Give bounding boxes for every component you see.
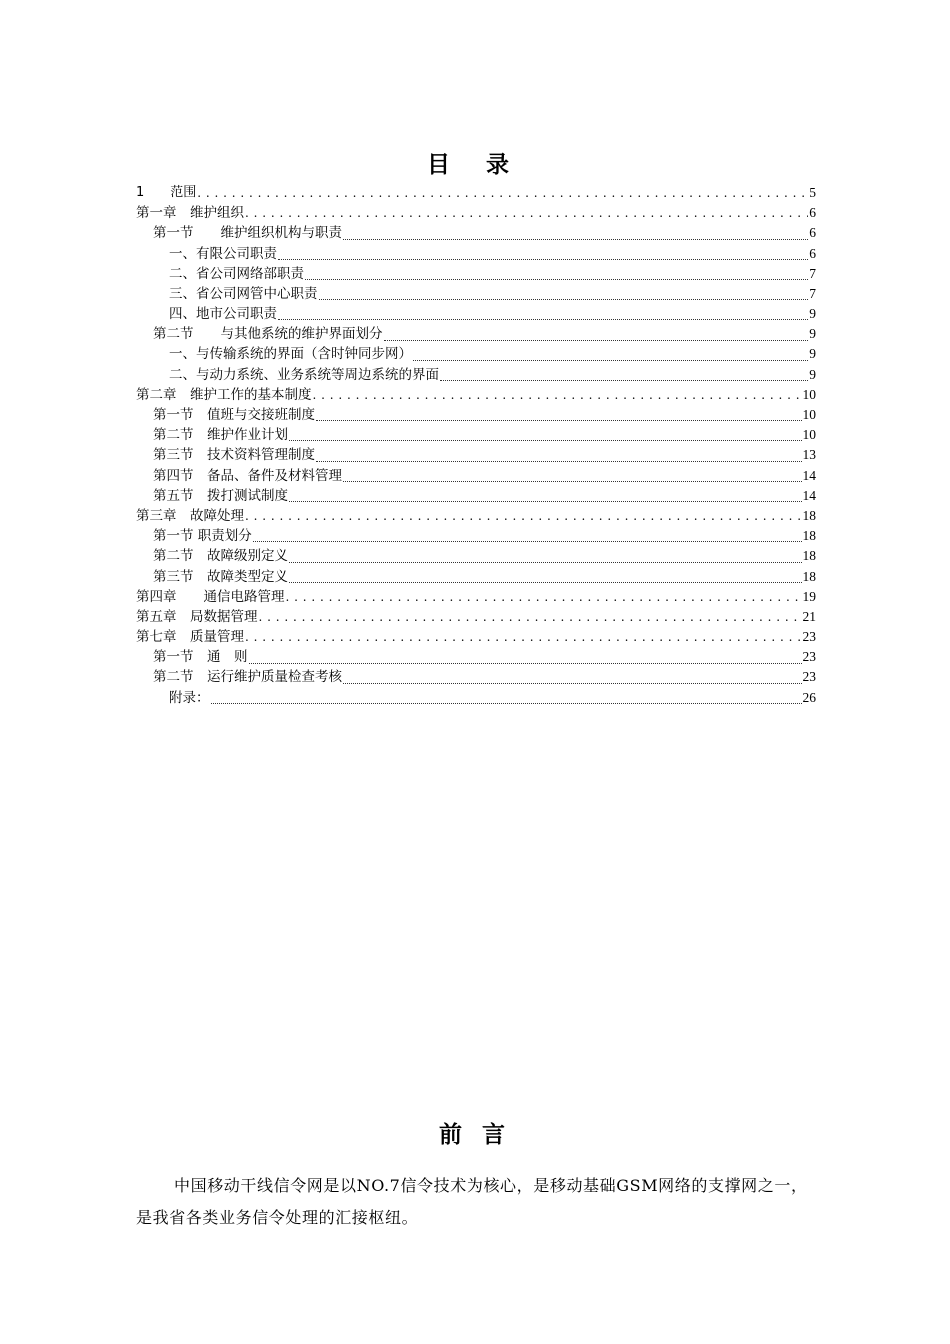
toc-entry-label: 二、省公司网络部职责 (169, 265, 304, 282)
toc-dot-leader (289, 426, 802, 441)
toc-entry[interactable] (136, 324, 816, 344)
toc-entry-page: 19 (802, 588, 816, 604)
toc-entry-page: 9 (809, 366, 816, 382)
toc-dot-leader (343, 225, 808, 240)
toc-dot-leader (245, 627, 802, 647)
toc-entry-label: 第二章 维护工作的基本制度 (136, 386, 312, 403)
toc-entry[interactable] (136, 506, 816, 526)
toc-entry-label: 四、地市公司职责 (169, 306, 277, 323)
toc-dot-leader (384, 326, 809, 341)
toc-entry-label: 第三章 故障处理 (136, 507, 244, 524)
toc-dot-leader (245, 506, 802, 526)
toc-entry[interactable] (136, 587, 816, 607)
toc-entry-label: 一、与传输系统的界面（含时钟同步网） (169, 346, 412, 363)
toc-entry-label: 第四节 备品、备件及材料管理 (153, 467, 342, 484)
toc-entry[interactable] (136, 627, 816, 647)
toc-entry-page: 9 (809, 346, 816, 362)
toc-title: 目 录 (426, 151, 523, 178)
toc-entry-label: 第四章 通信电路管理 (136, 588, 285, 605)
toc-entry-page: 23 (802, 629, 816, 645)
toc-entry-page: 18 (802, 507, 816, 523)
preface-title: 前 言 (438, 1121, 511, 1148)
table-of-contents (136, 183, 816, 708)
toc-entry-label: 第三节 故障类型定义 (153, 568, 288, 585)
toc-entry-page: 14 (802, 487, 816, 503)
toc-entry-page: 18 (802, 568, 816, 584)
toc-entry-label: 1 范围 (136, 184, 197, 200)
toc-entry-page: 26 (802, 689, 816, 705)
toc-entry[interactable] (136, 668, 816, 688)
toc-entry-page: 23 (802, 649, 816, 665)
toc-dot-leader (211, 689, 802, 704)
toc-dot-leader (319, 285, 809, 300)
toc-dot-leader (278, 245, 808, 260)
toc-dot-leader (278, 305, 808, 320)
toc-entry-page: 5 (809, 184, 816, 200)
toc-entry-page: 9 (809, 306, 816, 322)
toc-entry[interactable] (136, 284, 816, 304)
toc-entry-page: 10 (802, 407, 816, 423)
toc-entry-page: 18 (802, 528, 816, 544)
toc-entry[interactable] (136, 223, 816, 243)
toc-entry[interactable] (136, 466, 816, 486)
toc-entry-page: 6 (809, 225, 816, 241)
toc-dot-leader (313, 385, 802, 405)
toc-entry[interactable] (136, 304, 816, 324)
toc-entry[interactable] (136, 546, 816, 566)
toc-entry-label: 第二节 维护作业计划 (153, 427, 288, 444)
toc-entry[interactable] (136, 526, 816, 546)
toc-entry[interactable] (136, 385, 816, 405)
toc-dot-leader (440, 366, 808, 381)
toc-entry[interactable] (136, 567, 816, 587)
toc-entry-label: 第一节 职责划分 (153, 528, 252, 545)
toc-dot-leader (305, 265, 808, 280)
preface-paragraph: 中国移动干线信令网是以NO.7信令技术为核心，是移动基础GSM网络的支撑网之一，是我省各类业务信令处理的汇接枢纽。 (136, 1176, 808, 1227)
toc-dot-leader (289, 548, 802, 563)
toc-entry-label: 第一节 通 则 (153, 649, 248, 666)
toc-entry-label: 第一章 维护组织 (136, 205, 244, 222)
toc-dot-leader (343, 669, 802, 684)
toc-entry[interactable] (136, 244, 816, 264)
toc-dot-leader (197, 183, 808, 203)
toc-dot-leader (343, 467, 802, 482)
toc-entry-page: 10 (802, 386, 816, 402)
toc-entry-label: 一、有限公司职责 (169, 245, 277, 262)
toc-entry[interactable] (136, 264, 816, 284)
toc-dot-leader (289, 568, 802, 583)
toc-entry-page: 10 (802, 427, 816, 443)
toc-entry[interactable] (136, 607, 816, 627)
toc-entry-page: 9 (809, 326, 816, 342)
toc-dot-leader (249, 649, 802, 664)
toc-entry-label: 第三节 技术资料管理制度 (153, 447, 315, 464)
toc-dot-leader (286, 587, 802, 607)
toc-entry[interactable] (136, 203, 816, 223)
toc-entry[interactable] (136, 405, 816, 425)
toc-entry-page: 18 (802, 548, 816, 564)
toc-entry-label: 第一节 值班与交接班制度 (153, 407, 315, 424)
toc-entry[interactable] (136, 486, 816, 506)
toc-entry-label: 第七章 质量管理 (136, 629, 244, 646)
toc-entry-label: 二、与动力系统、业务系统等周边系统的界面 (169, 366, 439, 383)
toc-entry-page: 14 (802, 467, 816, 483)
toc-entry-label: 第五章 局数据管理 (136, 608, 258, 625)
toc-entry-page: 23 (802, 669, 816, 685)
toc-dot-leader (289, 487, 802, 502)
toc-dot-leader (259, 607, 802, 627)
toc-entry-label: 第二节 与其他系统的维护界面划分 (153, 326, 383, 343)
toc-entry-page: 6 (809, 205, 816, 221)
toc-entry-page: 21 (802, 608, 816, 624)
toc-entry-page: 6 (809, 245, 816, 261)
toc-dot-leader (413, 346, 808, 361)
toc-entry-label: 第一节 维护组织机构与职责 (153, 225, 342, 242)
toc-entry-page: 7 (809, 285, 816, 301)
toc-entry-label: 三、省公司网管中心职责 (169, 285, 318, 302)
toc-entry-label: 第五节 拨打测试制度 (153, 487, 288, 504)
toc-entry-label: 附录： (169, 689, 210, 706)
toc-entry[interactable] (136, 688, 816, 708)
toc-entry[interactable] (136, 445, 816, 465)
toc-entry-page: 13 (802, 447, 816, 463)
toc-entry[interactable] (136, 647, 816, 667)
toc-entry-page: 7 (809, 265, 816, 281)
toc-dot-leader (316, 406, 802, 421)
toc-entry[interactable] (136, 365, 816, 385)
toc-entry[interactable] (136, 345, 816, 365)
toc-dot-leader (253, 527, 802, 542)
toc-entry-label: 第二节 运行维护质量检查考核 (153, 669, 342, 686)
toc-entry[interactable] (136, 183, 816, 203)
toc-entry[interactable] (136, 425, 816, 445)
toc-dot-leader (316, 447, 802, 462)
toc-dot-leader (245, 203, 808, 223)
toc-entry-label: 第二节 故障级别定义 (153, 548, 288, 565)
